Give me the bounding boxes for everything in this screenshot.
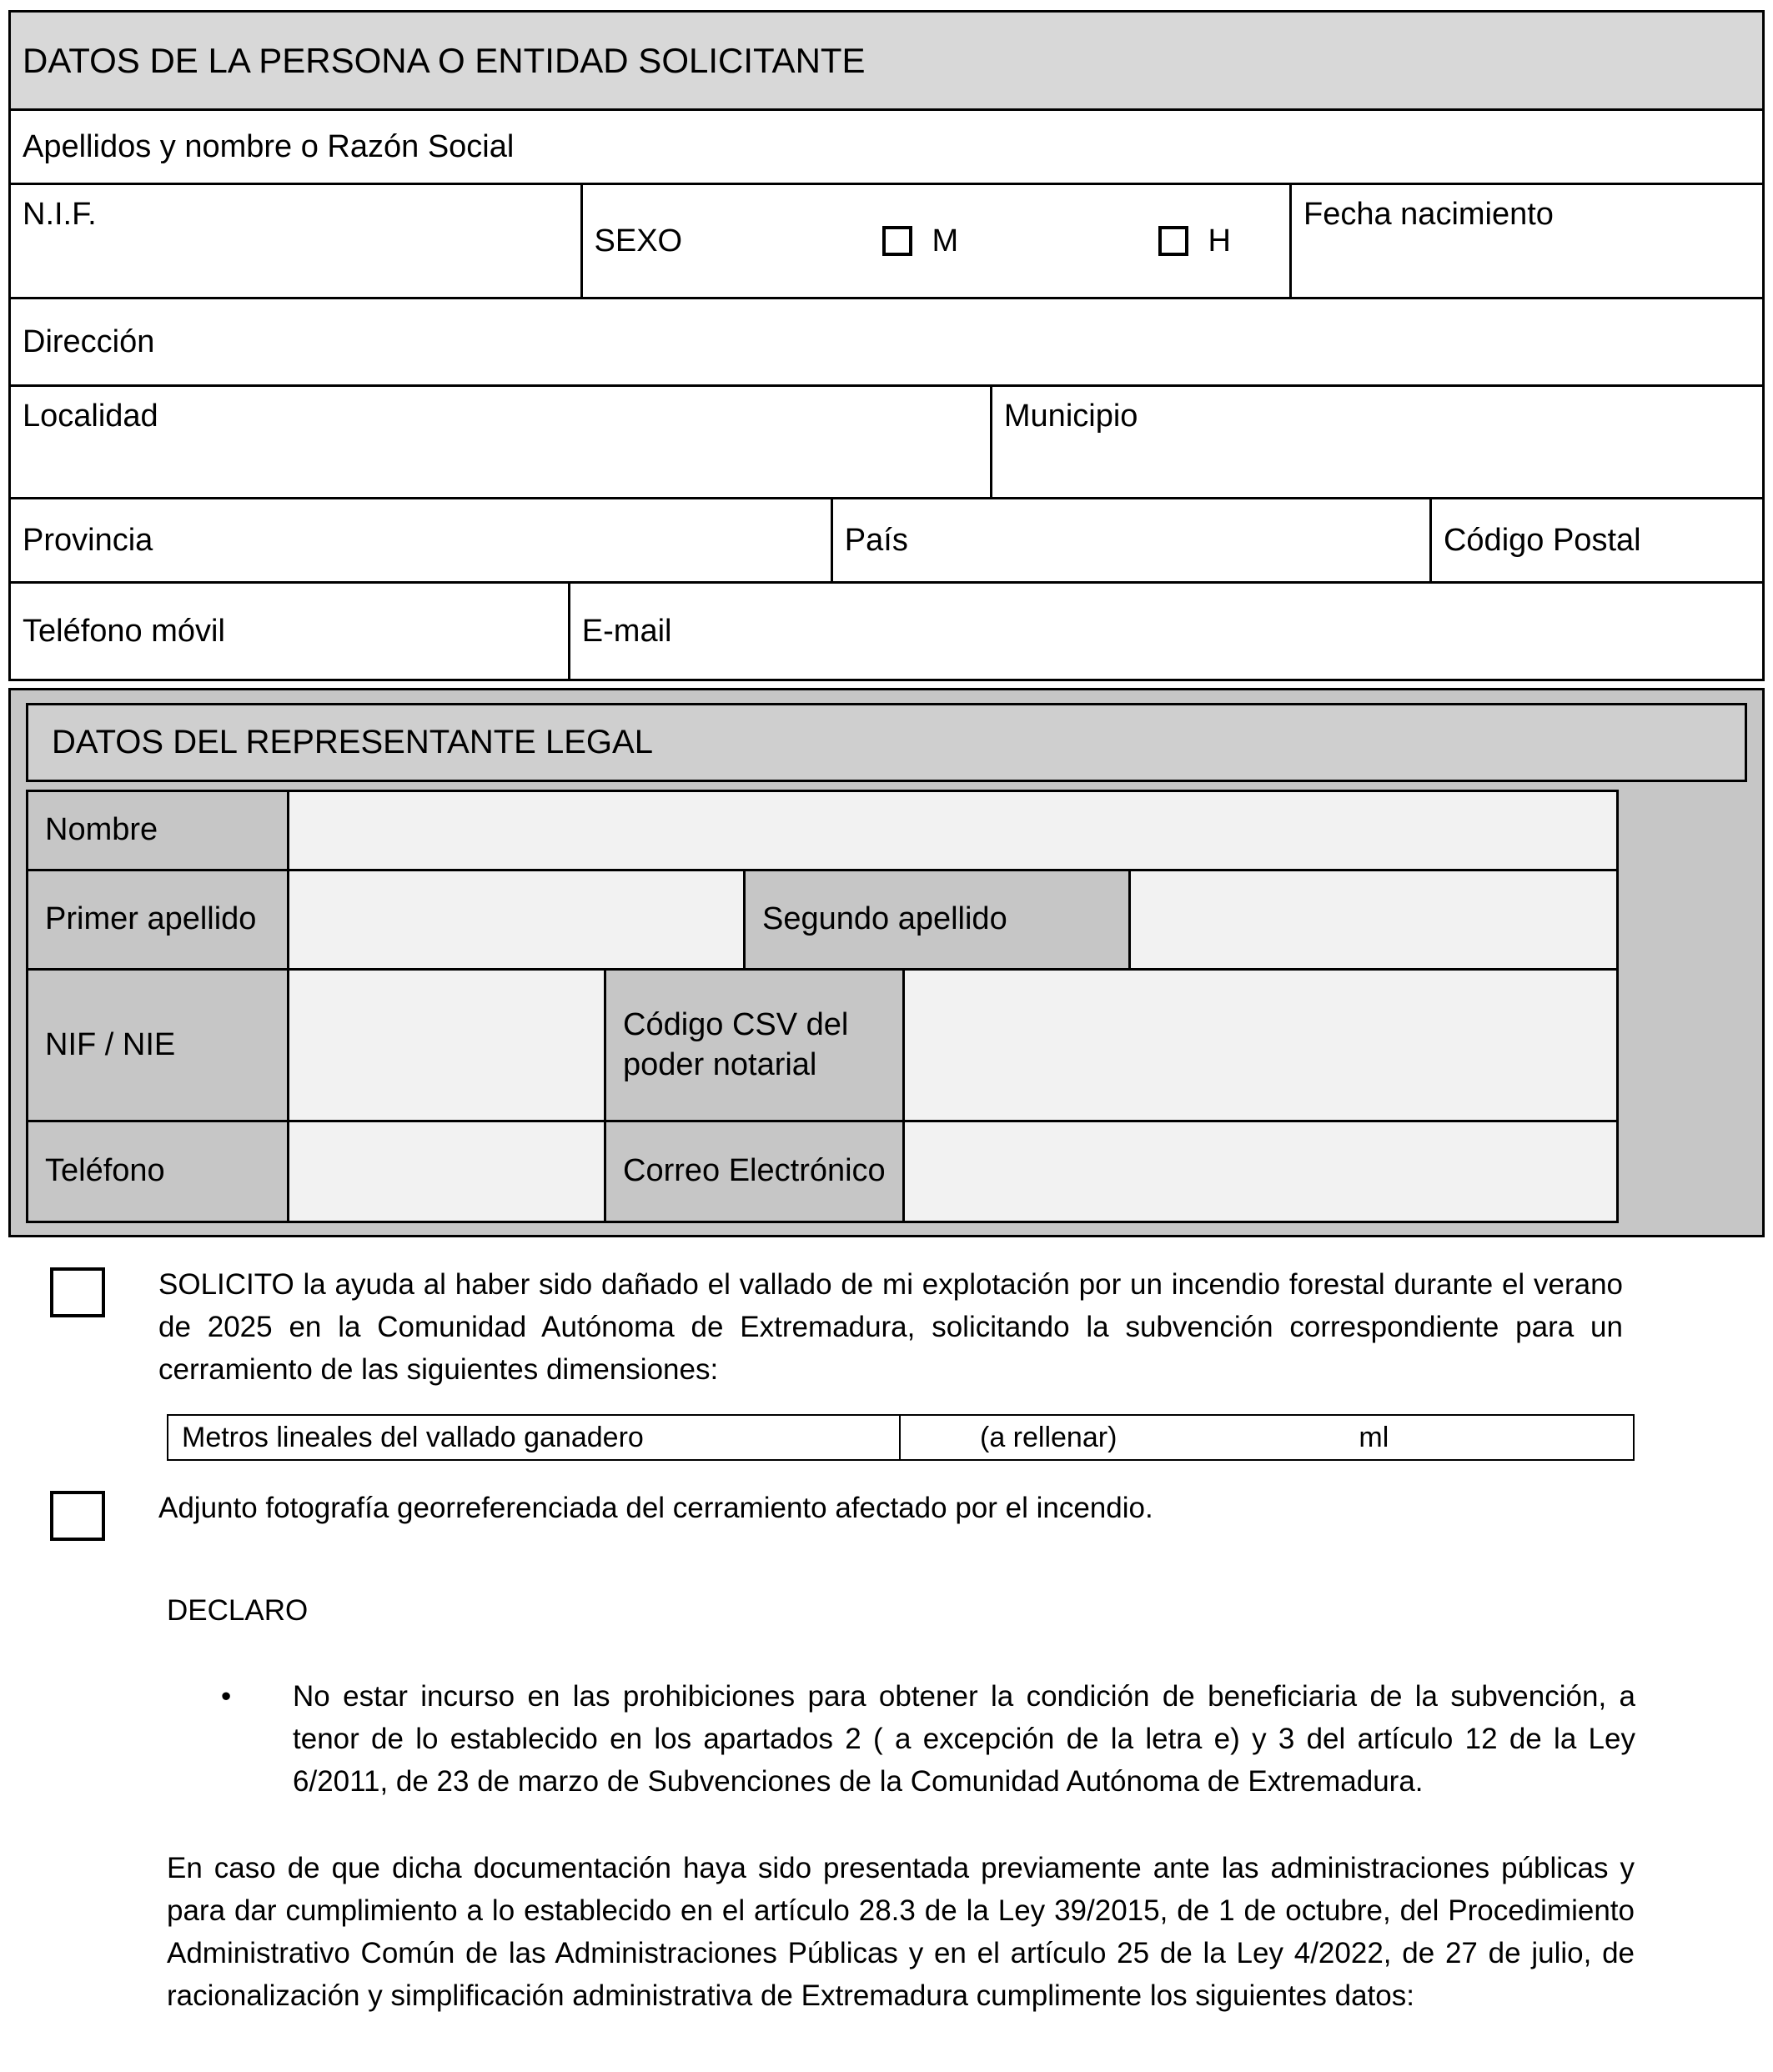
apellidos-field[interactable] [11, 111, 1762, 183]
municipio-label: Municipio [1003, 399, 1138, 434]
direccion-field[interactable] [11, 299, 1762, 384]
localidad-field[interactable] [11, 387, 990, 497]
municipio-field[interactable] [990, 387, 1762, 497]
representante-table [26, 790, 1619, 1223]
rep-telefono-input[interactable] [287, 1122, 604, 1221]
representante-title: DATOS DEL REPRESENTANTE LEGAL [52, 724, 653, 760]
rep-nif-nie-label: NIF / NIE [45, 1026, 176, 1062]
declaro-bullet-item [221, 1676, 1765, 1803]
rep-segundo-apellido-label: Segundo apellido [762, 901, 1007, 937]
solicito-text: SOLICITO la ayuda al haber sido dañado el vallado de mi explotación por un incendio forestal durante el verano de 2025 en la Comunidad Autónoma de Extremadura, solicitando la subvención correspondiente para un cerramiento de las siguientes dimensiones: [158, 1268, 1623, 1386]
telefono-movil-label: Teléfono móvil [23, 613, 225, 649]
apellidos-label: Apellidos y nombre o Razón Social [23, 128, 515, 164]
fecha-nacimiento-label: Fecha nacimiento [1303, 197, 1554, 232]
solicito-checkbox[interactable] [50, 1267, 105, 1317]
sexo-m-label: M [932, 223, 959, 258]
adjunto-text: Adjunto fotografía georreferenciada del cerramiento afectado por el incendio. [158, 1492, 1153, 1525]
pais-field[interactable] [831, 499, 1429, 581]
representante-section [8, 688, 1765, 1237]
solicitante-section-header [11, 13, 1762, 108]
rep-primer-apellido-label: Primer apellido [45, 901, 257, 937]
declaro-title: DECLARO [167, 1594, 309, 1628]
solicitante-table [8, 10, 1765, 681]
rep-telefono-label: Teléfono [45, 1153, 165, 1189]
rep-primer-apellido-label-cell [28, 871, 287, 968]
rep-segundo-apellido-input[interactable] [1128, 871, 1616, 968]
rep-codigo-csv-input[interactable] [902, 971, 1616, 1120]
rep-correo-input[interactable] [902, 1122, 1616, 1221]
sexo-h-checkbox[interactable] [1158, 226, 1188, 256]
rep-correo-label: Correo Electrónico [623, 1153, 886, 1189]
metros-rellenar-placeholder: (a rellenar) [980, 1421, 1118, 1453]
nif-field[interactable] [11, 185, 580, 297]
metros-unit-label: ml [1359, 1421, 1389, 1453]
rep-nif-nie-label-cell [28, 971, 287, 1120]
sexo-m-checkbox[interactable] [882, 226, 912, 256]
representante-section-header [26, 703, 1747, 782]
telefono-movil-field[interactable] [11, 584, 568, 679]
rep-codigo-csv-label: Código CSV del poder notarial [623, 1007, 849, 1082]
rep-nombre-input[interactable] [287, 792, 1616, 869]
sexo-h-option[interactable] [1158, 223, 1231, 259]
metros-table [167, 1414, 1635, 1461]
rep-segundo-apellido-label-cell [743, 871, 1128, 968]
codigo-postal-label: Código Postal [1443, 522, 1641, 558]
codigo-postal-field[interactable] [1429, 499, 1762, 581]
adjunto-row [50, 1488, 1756, 1541]
solicito-row [50, 1264, 1756, 1391]
rep-correo-label-cell [604, 1122, 902, 1221]
rep-nombre-label-cell [28, 792, 287, 869]
pais-label: País [844, 522, 908, 558]
nif-label: N.I.F. [23, 197, 97, 232]
provincia-label: Provincia [23, 522, 153, 558]
closing-paragraph: En caso de que dicha documentación haya sido presentada previamente ante las administraciones públicas y para dar cumplimiento a lo establecido en el artículo 28.3 de la Ley 39/2015, de 1 de octubre, del Procedimiento Administrativo Común de las Administraciones Públicas y en el artículo 25 de la Ley 4/2022, de 27 de julio, de racionalización y simplificación administrativa de Extremadura cumplimente los siguientes datos: [167, 1851, 1635, 2012]
sexo-field [580, 185, 1290, 297]
declaro-bullet-text: No estar incurso en las prohibiciones para obtener la condición de beneficiaria de la subvención, a tenor de lo establecido en los apartados 2 ( a excepción de la letra e) y 3 del artículo 12 de la Ley 6/2011, de 23 de marzo de Subvenciones de la Comunidad Autónoma de Extremadura. [293, 1680, 1635, 1798]
email-label: E-mail [581, 613, 672, 649]
email-field[interactable] [568, 584, 1762, 679]
sexo-label: SEXO [594, 223, 683, 258]
metros-label-cell [168, 1416, 901, 1459]
localidad-label: Localidad [23, 399, 158, 434]
direccion-label: Dirección [23, 324, 155, 359]
rep-nif-nie-input[interactable] [287, 971, 604, 1120]
rep-primer-apellido-input[interactable] [287, 871, 743, 968]
bullet-icon: • [221, 1680, 232, 1713]
sexo-h-label: H [1208, 223, 1231, 258]
rep-nombre-label: Nombre [45, 812, 158, 848]
rep-telefono-label-cell [28, 1122, 287, 1221]
adjunto-checkbox[interactable] [50, 1491, 105, 1541]
metros-label: Metros lineales del vallado ganadero [182, 1421, 644, 1453]
sexo-m-option[interactable] [882, 223, 959, 259]
rep-codigo-csv-label-cell [604, 971, 902, 1120]
solicitante-title: DATOS DE LA PERSONA O ENTIDAD SOLICITANTE [23, 40, 866, 80]
fecha-nacimiento-field[interactable] [1289, 185, 1762, 297]
provincia-field[interactable] [11, 499, 831, 581]
metros-value-cell[interactable] [901, 1416, 1633, 1459]
